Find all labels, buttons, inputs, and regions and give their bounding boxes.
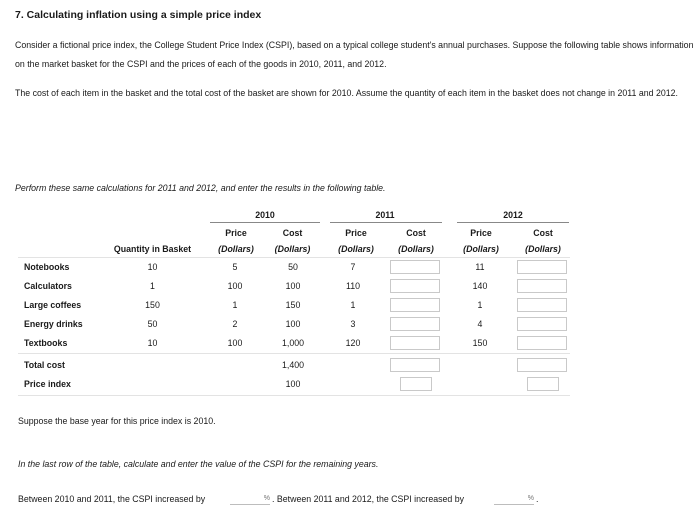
price-2010-energy-drinks: 2 — [232, 319, 238, 329]
units-cost-2010: (Dollars) — [274, 244, 311, 254]
cost-2011-textbooks-input[interactable] — [390, 336, 440, 350]
assumption-paragraph: The cost of each item in the basket and the total cost of the basket are shown for 2010. Assume the quantity of each item in the basket does not change in 2011 and 2012. — [15, 88, 678, 98]
year-2012-rule — [457, 222, 569, 223]
row-label-total-cost: Total cost — [24, 360, 65, 370]
index-instruction: In the last row of the table, calculate and enter the value of the CSPI for the remaining years. — [18, 459, 379, 469]
row-label-large-coffees: Large coffees — [24, 300, 82, 310]
qty-notebooks: 10 — [147, 262, 158, 272]
price-2011-textbooks: 120 — [345, 338, 361, 348]
units-price-2012: (Dollars) — [463, 244, 499, 254]
price-2012-energy-drinks: 4 — [477, 319, 483, 329]
cost-2010-energy-drinks: 100 — [285, 319, 301, 329]
cost-2011-calculators-input[interactable] — [390, 279, 440, 293]
row-label-price-index: Price index — [24, 379, 71, 389]
table-bottom-divider — [18, 395, 570, 396]
units-price-2010: (Dollars) — [218, 244, 254, 254]
row-label-energy-drinks: Energy drinks — [24, 319, 83, 329]
increase-2011-2012-input[interactable] — [494, 492, 534, 505]
price-2012-calculators: 140 — [472, 281, 488, 291]
year-2011-header: 2011 — [375, 210, 395, 220]
price-2010-large-coffees: 1 — [232, 300, 238, 310]
price-2011-notebooks: 7 — [350, 262, 356, 272]
increase-sentence-end: . — [536, 494, 539, 504]
cost-2012-header: Cost — [533, 228, 553, 238]
totals-divider — [18, 353, 570, 354]
quantity-header: Quantity in Basket — [113, 244, 192, 254]
year-2012-header: 2012 — [503, 210, 523, 220]
intro-paragraph: Consider a fictional price index, the College Student Price Index (CSPI), based on a typical college student's annual purchases. Suppose the following table shows information on the market basket for the CSPI and the prices of each of the goods in 2010, 2011, and 2012. — [15, 40, 694, 69]
price-2012-large-coffees: 1 — [477, 300, 483, 310]
year-2011-rule — [330, 222, 442, 223]
row-label-textbooks: Textbooks — [24, 338, 68, 348]
qty-textbooks: 10 — [147, 338, 158, 348]
increase-sentence-part2: . Between 2011 and 2012, the CSPI increased by — [272, 494, 465, 504]
cost-2011-notebooks-input[interactable] — [390, 260, 440, 274]
total-cost-2012-input[interactable] — [517, 358, 567, 372]
cost-2011-large-coffees-input[interactable] — [390, 298, 440, 312]
qty-energy-drinks: 50 — [147, 319, 158, 329]
price-2011-large-coffees: 1 — [350, 300, 356, 310]
cost-2012-large-coffees-input[interactable] — [517, 298, 567, 312]
cost-2012-calculators-input[interactable] — [517, 279, 567, 293]
total-cost-2010: 1,400 — [281, 360, 304, 370]
cost-2011-energy-drinks-input[interactable] — [390, 317, 440, 331]
cost-2010-header: Cost — [282, 228, 303, 238]
row-label-notebooks: Notebooks — [24, 262, 70, 272]
qty-calculators: 1 — [150, 281, 155, 291]
question-title: 7. Calculating inflation using a simple price index — [15, 9, 262, 21]
header-divider — [18, 257, 570, 258]
cost-2012-energy-drinks-input[interactable] — [517, 317, 567, 331]
cost-2012-textbooks-input[interactable] — [517, 336, 567, 350]
cost-2010-large-coffees: 150 — [285, 300, 301, 310]
price-2010-notebooks: 5 — [232, 262, 238, 272]
cost-2010-textbooks: 1,000 — [281, 338, 304, 348]
price-2011-header: Price — [345, 228, 367, 238]
price-index-2011-input[interactable] — [400, 377, 432, 391]
price-2010-textbooks: 100 — [227, 338, 243, 348]
units-cost-2011: (Dollars) — [398, 244, 434, 254]
cost-2010-notebooks: 50 — [288, 262, 298, 272]
row-label-calculators: Calculators — [24, 281, 72, 291]
price-2012-textbooks: 150 — [472, 338, 488, 348]
qty-large-coffees: 150 — [145, 300, 160, 310]
base-year-note: Suppose the base year for this price index is 2010. — [18, 416, 216, 426]
price-2011-calculators: 110 — [345, 281, 361, 291]
price-2011-energy-drinks: 3 — [350, 319, 356, 329]
price-index-2010: 100 — [285, 379, 301, 389]
year-2010-rule — [210, 222, 320, 223]
price-2010-calculators: 100 — [227, 281, 243, 291]
cost-2011-header: Cost — [406, 228, 426, 238]
units-cost-2012: (Dollars) — [525, 244, 561, 254]
price-2012-header: Price — [470, 228, 492, 238]
increase-sentence-part1: Between 2010 and 2011, the CSPI increased by — [18, 494, 206, 504]
units-price-2011: (Dollars) — [338, 244, 374, 254]
price-index-2012-input[interactable] — [527, 377, 559, 391]
price-2010-header: Price — [225, 228, 247, 238]
price-2012-notebooks: 11 — [475, 262, 485, 272]
cost-2012-notebooks-input[interactable] — [517, 260, 567, 274]
total-cost-2011-input[interactable] — [390, 358, 440, 372]
increase-2010-2011-input[interactable] — [230, 492, 270, 505]
cost-2010-calculators: 100 — [285, 281, 301, 291]
year-2010-header: 2010 — [255, 210, 275, 220]
table-instruction: Perform these same calculations for 2011 and 2012, and enter the results in the following table. — [15, 183, 386, 193]
